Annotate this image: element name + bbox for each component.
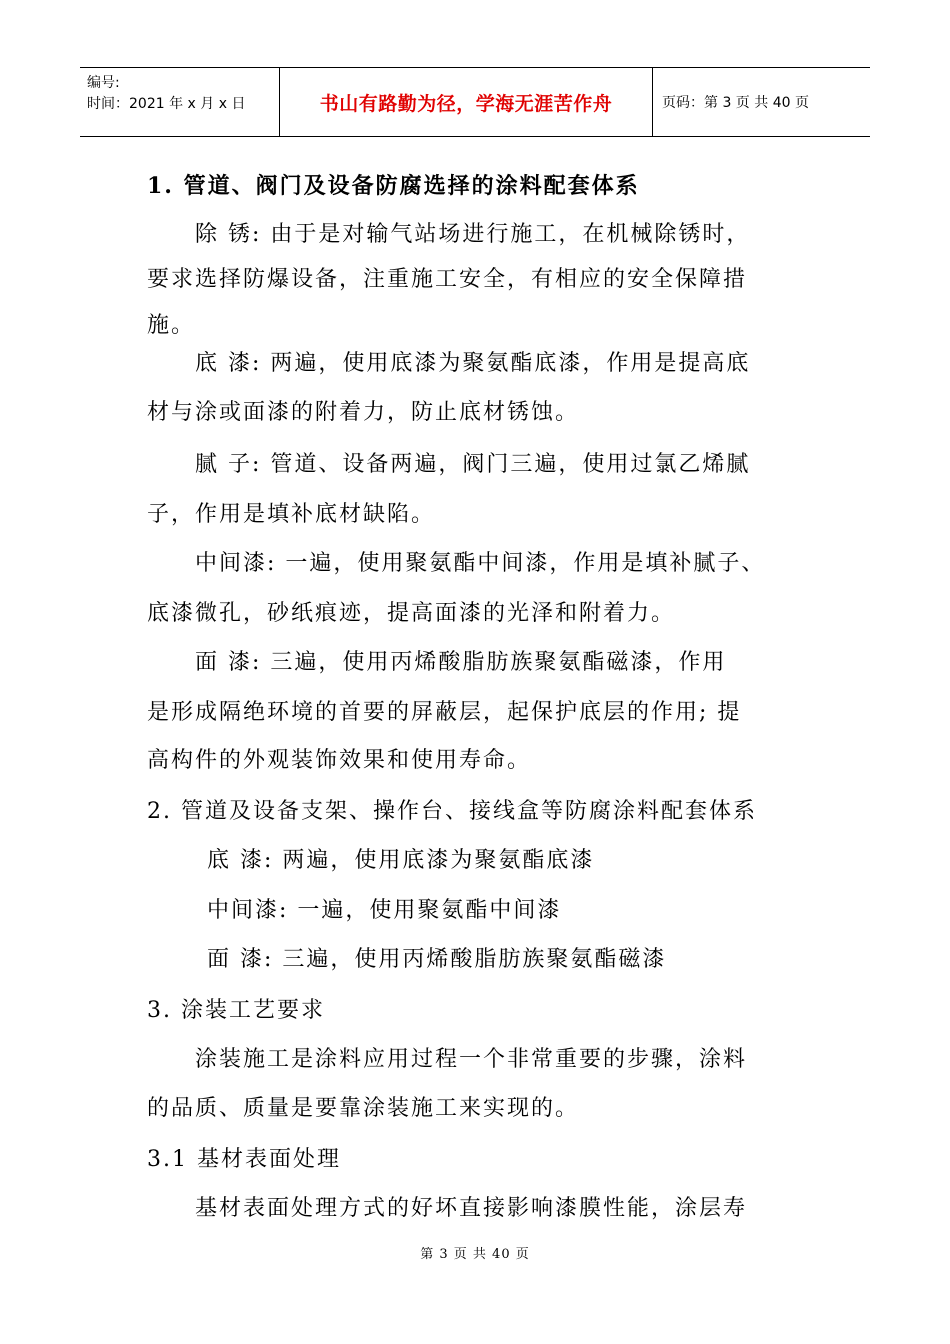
page-header — [80, 67, 870, 137]
paragraph-line: 除 锈: 由于是对输气站场进行施工，在机械除锈时， — [195, 222, 751, 247]
header-page-cell — [653, 68, 870, 136]
header-motto-cell — [280, 68, 653, 136]
paragraph-line: 子，作用是填补底材缺陷。 — [147, 502, 436, 527]
document-time-label: 时间：2021 年 x 月 x 日 — [87, 96, 246, 112]
paragraph-line: 面 漆: 三遍，使用丙烯酸脂肪族聚氨酯磁漆，作用 — [195, 650, 727, 675]
section-heading-3: 3. 涂装工艺要求 — [147, 998, 325, 1023]
subsection-heading: 3.1 基材表面处理 — [147, 1147, 341, 1172]
paragraph-line: 施。 — [147, 313, 196, 338]
paragraph-line: 底 漆: 两遍，使用底漆为聚氨酯底漆，作用是提高底 — [195, 351, 751, 376]
list-item: 底 漆: 两遍，使用底漆为聚氨酯底漆 — [207, 848, 595, 873]
paragraph-line: 涂装施工是涂料应用过程一个非常重要的步骤，涂料 — [195, 1047, 748, 1072]
document-number-label: 编号: — [87, 75, 120, 91]
paragraph-line: 底漆微孔，砂纸痕迹，提高面漆的光泽和附着力。 — [147, 601, 676, 626]
page-footer: 第 3 页 共 40 页 — [420, 1247, 530, 1262]
section-heading-2: 2. 管道及设备支架、操作台、接线盒等防腐涂料配套体系 — [147, 799, 757, 824]
list-item: 中间漆: 一遍，使用聚氨酯中间漆 — [207, 898, 562, 923]
header-page-info: 页码：第 3 页 共 40 页 — [662, 95, 809, 111]
header-motto: 书山有路勤为径，学海无涯苦作舟 — [319, 92, 613, 115]
paragraph-line: 是形成隔绝环境的首要的屏蔽层，起保护底层的作用; 提 — [147, 700, 742, 725]
paragraph-line: 中间漆: 一遍，使用聚氨酯中间漆，作用是填补腻子、 — [195, 551, 766, 576]
list-item: 面 漆: 三遍，使用丙烯酸脂肪族聚氨酯磁漆 — [207, 947, 667, 972]
paragraph-line: 基材表面处理方式的好坏直接影响漆膜性能，涂层寿 — [195, 1196, 748, 1221]
paragraph-line: 高构件的外观装饰效果和使用寿命。 — [147, 748, 532, 773]
paragraph-line: 要求选择防爆设备，注重施工安全，有相应的安全保障措 — [147, 267, 748, 292]
header-meta — [80, 68, 280, 136]
paragraph-line: 材与涂或面漆的附着力，防止底材锈蚀。 — [147, 400, 580, 425]
section-heading-1: 1. 管道、阀门及设备防腐选择的涂料配套体系 — [147, 173, 640, 199]
paragraph-line: 腻 子: 管道、设备两遍，阀门三遍，使用过氯乙烯腻 — [195, 452, 751, 477]
paragraph-line: 的品质、质量是要靠涂装施工来实现的。 — [147, 1096, 580, 1121]
